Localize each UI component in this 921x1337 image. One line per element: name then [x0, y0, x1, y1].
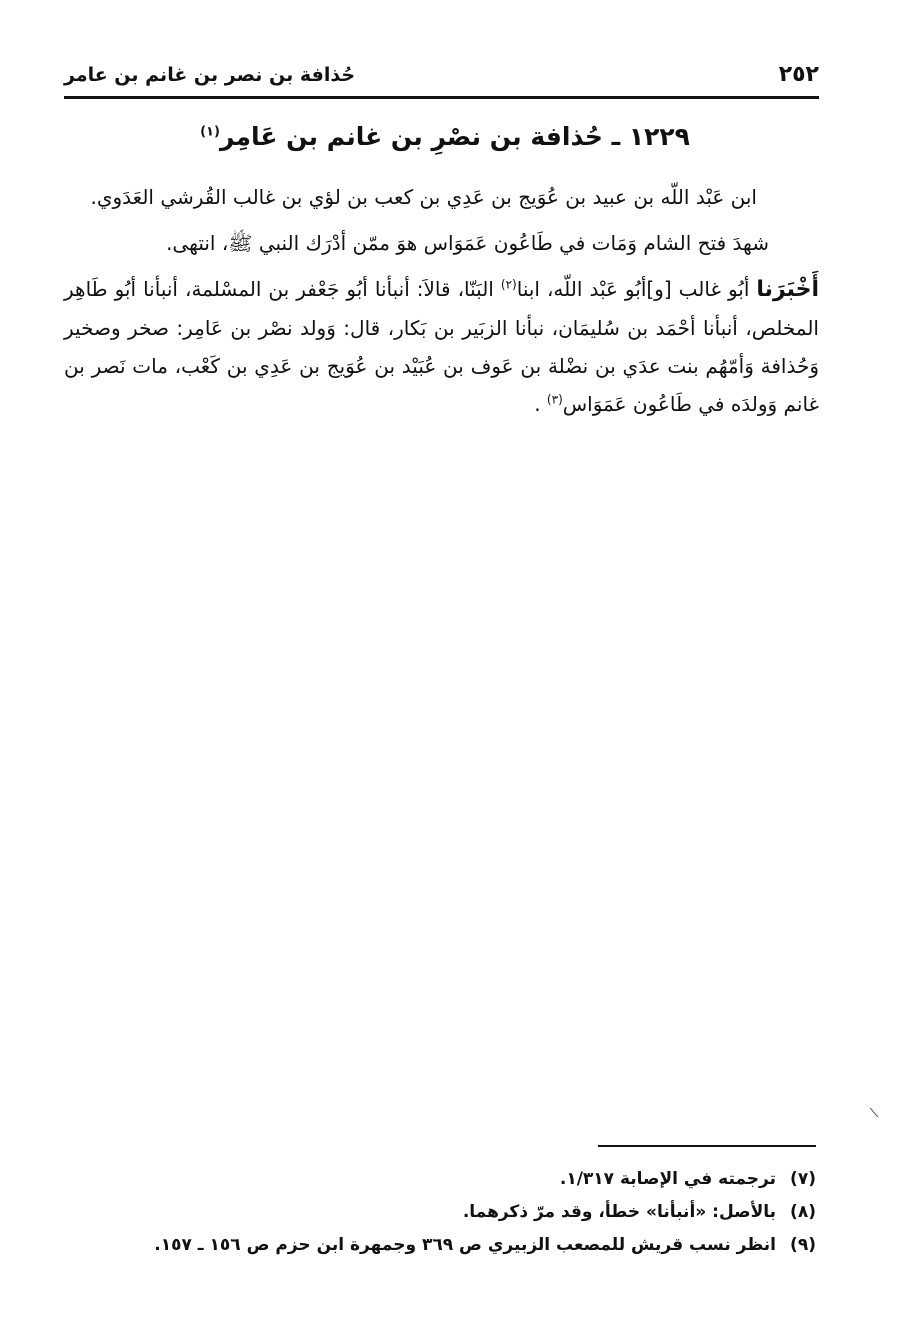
stray-mark	[870, 1108, 878, 1118]
footnote-ref-3: (٣)	[546, 392, 563, 407]
footnote-number: (٧)	[790, 1169, 816, 1189]
paragraph-isnad	[64, 270, 819, 423]
entry-title-note-ref: (١)	[200, 124, 220, 140]
header-rule	[64, 96, 819, 99]
isnad-part-b: البَنّا، قالاَ: أنبأنا أبُو جَعْفر بن المسْلمة، أنبأنا أبُو طَاهِر المخلص، أنبأنا أحْمَد بن سُليمَان، نبأنا الزبَير بن بَكار، قال: وَولد نصْر بن عَامِر: صخر وصخير وَحُذافة وَأمّهُم بنت عدَي بن نضْلة بن عَوف بن عُبَيْد بن عُوَيج بن عَدِي بن كَعْب، مات نَصر بن غانم وَولدَه في طَاعُون عَمَوَاس	[64, 277, 819, 416]
isnad-end: .	[534, 392, 541, 416]
footnote	[150, 1229, 816, 1262]
entry-title-text: ١٢٢٩ ـ حُذافة بن نصْرِ بن غانم بن عَامِر	[219, 122, 690, 151]
footnote-text: ترجمته في الإصابة ١/٣١٧.	[559, 1169, 776, 1189]
page-header	[64, 62, 819, 96]
entry-title	[100, 122, 790, 151]
page-number: ٢٥٢	[778, 62, 819, 87]
footnote-text: انظر نسب قريش للمصعب الزبيري ص ٣٦٩ وجمهرة ابن حزم ص ١٥٦ ـ ١٥٧.	[154, 1235, 776, 1255]
isnad-part-a: أبُو غالب [و]أبُو عَبْد اللّه، ابنا	[516, 277, 750, 301]
footnote-number: (٩)	[790, 1235, 816, 1255]
footnote-number: (٨)	[790, 1202, 816, 1222]
body-text	[64, 178, 819, 431]
paragraph-lineage: ابن عَبْد اللّه بن عبيد بن عُوَيج بن عَدِي بن كعب بن لؤي بن غالب القُرشي العَدَوي.	[90, 185, 757, 209]
footnote-text: بالأصل: «أنبأنا» خطأ، وقد مرّ ذكرهما.	[462, 1202, 776, 1222]
footnote-rule	[598, 1145, 816, 1147]
footnote-ref-2: (٢)	[500, 277, 517, 292]
akhbarana-lead: أَخْبَرَنا	[756, 277, 820, 302]
running-title: حُذافة بن نصر بن غانم بن عامر	[64, 64, 356, 86]
footnote	[150, 1163, 816, 1196]
footnotes	[150, 1163, 816, 1262]
footnote	[150, 1196, 816, 1229]
paragraph-death: شهدَ فتح الشام وَمَات في طَاعُون عَمَوَاس هوَ ممّن أدْرَك النبي ﷺ، انتهى.	[166, 231, 769, 255]
